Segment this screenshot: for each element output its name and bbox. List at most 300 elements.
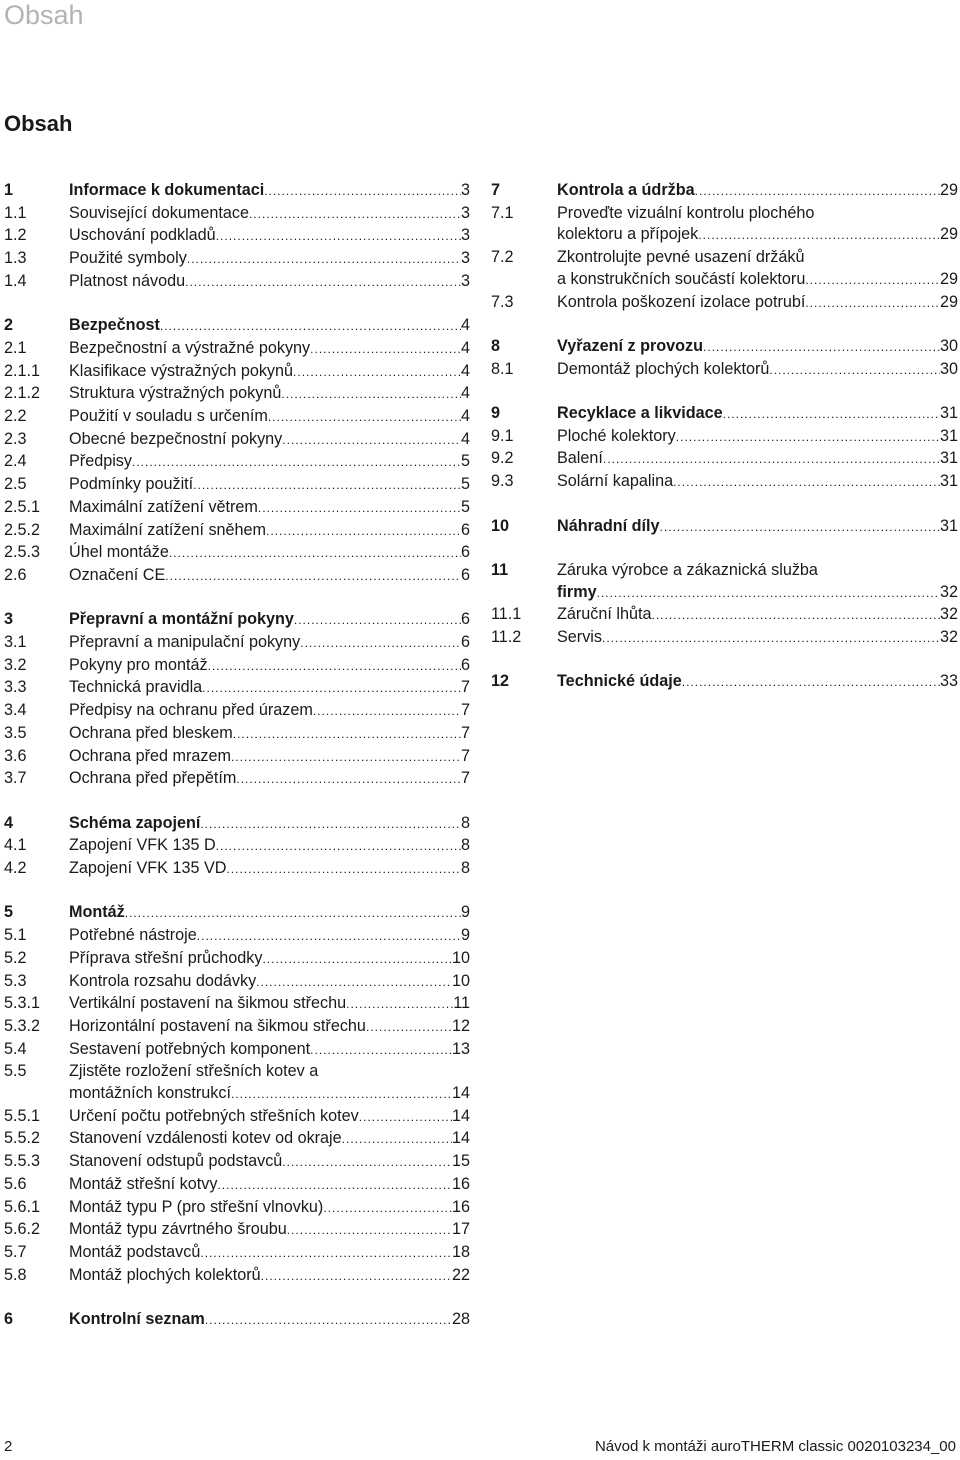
toc-entry[interactable] — [4, 1197, 470, 1220]
toc-entry-title: Kontrola poškození izolace potrubí — [557, 292, 806, 311]
toc-entry[interactable] — [4, 361, 470, 384]
toc-entry-title: firmy — [557, 582, 597, 601]
dot-leader — [366, 1017, 452, 1039]
toc-entry-body — [69, 993, 470, 1016]
toc-entry-number: 5.3.1 — [4, 994, 41, 1013]
toc-entry-body — [69, 835, 470, 858]
toc-section — [4, 813, 470, 881]
toc-entry-body — [69, 1309, 470, 1332]
dot-leader — [132, 452, 461, 474]
toc-entry-body — [69, 520, 470, 543]
toc-entry-page: 3 — [460, 249, 470, 268]
toc-entry-body — [557, 516, 958, 539]
toc-chapter-entry[interactable] — [491, 180, 958, 203]
dot-leader — [249, 204, 461, 226]
toc-entry-body — [557, 671, 958, 694]
toc-chapter-entry[interactable] — [491, 336, 958, 359]
toc-entry-body — [69, 451, 470, 474]
toc-entry-continuation — [557, 582, 958, 605]
toc-entry[interactable] — [4, 542, 470, 565]
dot-leader — [673, 472, 940, 494]
toc-entry-body — [557, 247, 958, 291]
toc-entry-number: 2.5.1 — [4, 497, 41, 516]
toc-chapter-entry[interactable] — [4, 813, 470, 836]
toc-entry-title: Montáž typu závrtného šroubu — [69, 1220, 287, 1239]
toc-entry-page: 31 — [939, 404, 958, 422]
toc-entry-number: 3 — [4, 610, 14, 629]
toc-entry-number: 3.6 — [4, 746, 27, 765]
toc-entry-title: Montáž — [69, 903, 125, 922]
toc-entry-number: 5.8 — [4, 1265, 27, 1284]
toc-entry-page: 12 — [451, 1016, 470, 1035]
toc-entry-body — [69, 902, 470, 925]
dot-leader — [282, 1152, 452, 1174]
toc-entry-title: Balení — [557, 449, 603, 468]
dot-leader — [262, 949, 452, 971]
toc-entry-title: Platnost návodu — [69, 271, 186, 290]
toc-entry-page: 4 — [460, 407, 470, 426]
toc-entry-title: Maximální zatížení sněhem — [69, 520, 267, 539]
toc-entry-title: montážních konstrukcí — [69, 1084, 231, 1103]
dot-leader — [193, 475, 461, 497]
toc-entry-page: 31 — [939, 516, 958, 535]
toc-entry[interactable] — [4, 520, 470, 543]
dot-leader — [200, 1243, 452, 1265]
toc-entry-body — [69, 1242, 470, 1265]
toc-entry-title: Použití v souladu s určením — [69, 407, 268, 426]
toc-entry-page: 16 — [451, 1174, 470, 1193]
toc-entry-page: 4 — [460, 338, 470, 357]
toc-section — [4, 1309, 470, 1332]
toc-right-column — [491, 180, 958, 716]
toc-entry-title: Maximální zatížení větrem — [69, 497, 258, 516]
dot-leader — [216, 836, 461, 858]
toc-entry-title: Montáž podstavců — [69, 1242, 201, 1261]
toc-entry-body — [69, 768, 470, 791]
dot-leader — [282, 430, 461, 452]
toc-entry-title: Potřebné nástroje — [69, 926, 197, 945]
toc-entry-number: 2 — [4, 316, 14, 335]
dot-leader — [323, 1198, 452, 1220]
toc-entry-number: 5.7 — [4, 1242, 27, 1261]
dot-leader — [281, 384, 461, 406]
dot-leader — [310, 1040, 452, 1062]
dot-leader — [264, 181, 461, 203]
toc-entry[interactable] — [4, 1174, 470, 1197]
toc-chapter-entry[interactable] — [491, 403, 958, 426]
toc-entry-title: Ochrana před mrazem — [69, 746, 231, 765]
toc-entry-title: Montáž typu P (pro střešní vlnovku) — [69, 1197, 324, 1216]
toc-entry-page: 4 — [460, 361, 470, 380]
toc-entry-body — [69, 225, 470, 248]
dot-leader — [805, 270, 940, 292]
toc-entry-body — [69, 497, 470, 520]
toc-entry-body — [69, 971, 470, 994]
toc-entry-page: 31 — [939, 472, 958, 491]
toc-chapter-entry[interactable] — [4, 902, 470, 925]
toc-entry-body — [69, 271, 470, 294]
toc-entry-body — [69, 1016, 470, 1039]
toc-chapter-entry[interactable] — [491, 560, 958, 604]
toc-entry[interactable] — [4, 925, 470, 948]
toc-entry-number: 2.5.2 — [4, 520, 41, 539]
toc-entry-number: 1 — [4, 181, 14, 199]
toc-entry-number: 7.2 — [491, 248, 514, 267]
dot-leader — [597, 583, 940, 605]
toc-entry-number: 12 — [491, 672, 510, 691]
toc-entry-body — [557, 604, 958, 627]
toc-entry-number: 5.5.1 — [4, 1106, 41, 1125]
toc-entry-page: 6 — [460, 610, 470, 629]
toc-entry-title: Příprava střešní průchodky — [69, 948, 263, 967]
toc-entry[interactable] — [4, 700, 470, 723]
toc-entry-number: 5.6.2 — [4, 1220, 41, 1239]
toc-section — [491, 560, 958, 650]
dot-leader — [200, 814, 461, 836]
toc-entry-number: 5.4 — [4, 1039, 27, 1058]
toc-entry-body — [69, 677, 470, 700]
toc-entry[interactable] — [4, 746, 470, 769]
toc-entry-body — [557, 560, 958, 604]
toc-entry[interactable] — [4, 768, 470, 791]
toc-entry-body — [557, 203, 958, 247]
dot-leader — [258, 498, 461, 520]
toc-entry-number: 9.3 — [491, 472, 514, 491]
toc-entry-title: kolektoru a přípojek — [557, 225, 699, 244]
toc-entry[interactable] — [4, 655, 470, 678]
dot-leader — [300, 633, 461, 655]
toc-entry[interactable] — [491, 247, 958, 291]
dot-leader — [268, 407, 461, 429]
toc-entry-body — [69, 1265, 470, 1288]
toc-entry-body — [69, 813, 470, 836]
toc-entry-page: 30 — [939, 336, 958, 355]
dot-leader — [261, 1266, 452, 1288]
toc-chapter-entry[interactable] — [4, 180, 470, 203]
dot-leader — [231, 1084, 452, 1106]
toc-entry-number: 1.3 — [4, 249, 27, 268]
toc-entry-number: 5.5.2 — [4, 1129, 41, 1148]
toc-entry[interactable] — [4, 406, 470, 429]
toc-entry-number: 5.5 — [4, 1062, 27, 1081]
toc-entry-title: a konstrukčních součástí kolektoru — [557, 269, 806, 288]
toc-entry-page: 32 — [939, 628, 958, 646]
toc-entry[interactable] — [4, 451, 470, 474]
toc-entry[interactable] — [4, 632, 470, 655]
dot-leader — [313, 701, 461, 723]
dot-leader — [226, 859, 461, 881]
toc-entry[interactable] — [491, 448, 958, 471]
toc-section — [491, 336, 958, 381]
toc-entry[interactable] — [491, 203, 958, 247]
toc-entry[interactable] — [4, 338, 470, 361]
toc-entry-number: 5.3.2 — [4, 1016, 41, 1035]
toc-entry[interactable] — [4, 1106, 470, 1129]
toc-chapter-entry[interactable] — [491, 671, 958, 694]
toc-entry-number: 5.2 — [4, 948, 27, 967]
toc-entry-body — [557, 292, 958, 315]
toc-chapter-entry[interactable] — [4, 1309, 470, 1332]
toc-entry-body — [69, 700, 470, 723]
toc-chapter-entry[interactable] — [4, 315, 470, 338]
toc-left-column — [4, 180, 470, 1353]
toc-entry[interactable] — [4, 1039, 470, 1062]
toc-entry[interactable] — [491, 359, 958, 382]
toc-section — [4, 902, 470, 1287]
toc-entry[interactable] — [4, 677, 470, 700]
toc-entry[interactable] — [4, 1151, 470, 1174]
toc-entry-body — [557, 448, 958, 471]
toc-entry-number: 3.3 — [4, 678, 27, 697]
toc-entry-title: Klasifikace výstražných pokynů — [69, 361, 294, 380]
dot-leader — [185, 272, 461, 294]
dot-leader — [293, 362, 461, 384]
toc-entry-title: Kontrola rozsahu dodávky — [69, 971, 257, 990]
toc-entry-title: Stanovení vzdálenosti kotev od okraje — [69, 1129, 342, 1148]
dot-leader — [187, 249, 461, 271]
toc-entry-page: 6 — [460, 565, 470, 584]
toc-entry-title: Technické údaje — [557, 672, 682, 691]
toc-entry-title: Kontrola a údržba — [557, 181, 695, 199]
toc-entry-title: Označení CE — [69, 565, 166, 584]
toc-entry[interactable] — [4, 565, 470, 588]
toc-entry-title: Informace k dokumentaci — [69, 181, 265, 199]
toc-entry-page: 6 — [460, 520, 470, 539]
toc-entry-title: Demontáž plochých kolektorů — [557, 359, 770, 378]
dot-leader — [602, 628, 940, 650]
toc-entry-number: 2.3 — [4, 429, 27, 448]
toc-entry-number: 2.5 — [4, 475, 27, 494]
toc-entry-number: 7.1 — [491, 203, 514, 222]
toc-entry-number: 5.6.1 — [4, 1197, 41, 1216]
toc-entry-body — [557, 471, 958, 494]
toc-entry-number: 5.3 — [4, 971, 27, 990]
toc-entry[interactable] — [4, 1242, 470, 1265]
toc-entry-title: Vertikální postavení na šikmou střechu — [69, 994, 347, 1013]
toc-entry[interactable] — [4, 1061, 470, 1105]
toc-entry[interactable] — [491, 627, 958, 650]
toc-entry-page: 14 — [451, 1106, 470, 1125]
toc-entry-page: 14 — [451, 1084, 470, 1103]
toc-entry[interactable] — [4, 858, 470, 881]
toc-entry-title: Kontrolní seznam — [69, 1310, 205, 1329]
toc-entry-page: 8 — [460, 859, 470, 878]
dot-leader — [160, 316, 461, 338]
toc-entry-page: 14 — [451, 1129, 470, 1148]
toc-entry[interactable] — [491, 471, 958, 494]
toc-entry-page: 3 — [460, 226, 470, 245]
toc-entry-body — [69, 1039, 470, 1062]
toc-chapter-entry[interactable] — [4, 609, 470, 632]
toc-entry[interactable] — [4, 383, 470, 406]
toc-entry-title: Bezpečnostní a výstražné pokyny — [69, 338, 311, 357]
toc-entry-title: Úhel montáže — [69, 543, 169, 562]
dot-leader — [342, 1129, 452, 1151]
toc-entry[interactable] — [4, 971, 470, 994]
toc-entry-number: 2.4 — [4, 452, 27, 471]
toc-entry-body — [69, 338, 470, 361]
toc-entry-number: 3.1 — [4, 633, 27, 652]
toc-entry-page: 17 — [451, 1220, 470, 1239]
toc-entry-body — [69, 1197, 470, 1220]
toc-entry-body — [69, 609, 470, 632]
toc-entry-title: Ochrana před bleskem — [69, 723, 233, 742]
toc-entry-page: 9 — [460, 926, 470, 945]
toc-entry-title: Záruka výrobce a zákaznická služba — [557, 560, 818, 579]
toc-entry-body — [69, 1151, 470, 1174]
toc-entry-number: 1.2 — [4, 226, 27, 245]
toc-entry-body — [69, 1106, 470, 1129]
toc-entry[interactable] — [491, 426, 958, 449]
toc-entry-number: 8 — [491, 336, 501, 355]
toc-entry-title: Sestavení potřebných komponent — [69, 1039, 311, 1058]
toc-entry-continuation — [557, 224, 958, 247]
dot-leader — [233, 724, 461, 746]
toc-entry-number: 2.5.3 — [4, 543, 41, 562]
toc-entry-number: 10 — [491, 516, 510, 535]
toc-entry-title: Uschování podkladů — [69, 226, 216, 245]
toc-entry-number: 4.1 — [4, 836, 27, 855]
dot-leader — [676, 427, 940, 449]
dot-leader — [660, 517, 940, 539]
toc-entry-title: Záruční lhůta — [557, 605, 652, 624]
toc-entry-page: 7 — [460, 723, 470, 742]
toc-entry-body — [69, 180, 470, 203]
toc-entry-page: 5 — [460, 497, 470, 516]
toc-entry-number: 3.5 — [4, 723, 27, 742]
toc-entry[interactable] — [4, 948, 470, 971]
toc-entry-title: Ochrana před přepětím — [69, 769, 237, 788]
toc-entry-title: Obecné bezpečnostní pokyny — [69, 429, 283, 448]
dot-leader — [216, 226, 461, 248]
toc-entry-number: 9.2 — [491, 449, 514, 468]
toc-entry-page: 15 — [451, 1152, 470, 1171]
toc-entry[interactable] — [4, 474, 470, 497]
toc-entry-number: 3.4 — [4, 701, 27, 720]
toc-entry-number: 5.6 — [4, 1174, 27, 1193]
toc-entry-body — [557, 336, 958, 359]
dot-leader — [231, 747, 461, 769]
toc-entry-number: 7.3 — [491, 292, 514, 311]
toc-entry[interactable] — [491, 292, 958, 315]
toc-entry-body — [69, 655, 470, 678]
footer-page-number: 2 — [4, 1438, 13, 1455]
toc-entry-body — [69, 925, 470, 948]
toc-entry-body — [69, 429, 470, 452]
toc-entry-title: Horizontální postavení na šikmou střechu — [69, 1016, 366, 1035]
toc-section — [4, 609, 470, 791]
toc-entry-title: Proveďte vizuální kontrolu plochého — [557, 203, 815, 222]
toc-entry-body — [69, 858, 470, 881]
toc-entry-page: 11 — [453, 994, 470, 1013]
toc-entry-page: 22 — [451, 1265, 470, 1284]
toc-entry[interactable] — [491, 604, 958, 627]
toc-entry-page: 18 — [451, 1242, 470, 1261]
toc-entry-page: 5 — [460, 475, 470, 494]
toc-entry-number: 9.1 — [491, 426, 514, 445]
toc-entry-page: 10 — [451, 948, 470, 967]
toc-entry[interactable] — [4, 1128, 470, 1151]
toc-entry[interactable] — [4, 497, 470, 520]
toc-section — [491, 180, 958, 314]
toc-entry-page: 6 — [460, 655, 470, 674]
dot-leader — [310, 339, 461, 361]
toc-entry[interactable] — [4, 429, 470, 452]
toc-entry-title: Pokyny pro montáž — [69, 655, 208, 674]
toc-entry[interactable] — [4, 993, 470, 1016]
toc-entry-number: 2.6 — [4, 565, 27, 584]
toc-entry-page: 31 — [939, 449, 958, 468]
dot-leader — [651, 605, 940, 627]
toc-entry-page: 16 — [451, 1197, 470, 1216]
toc-entry-title: Ploché kolektory — [557, 426, 676, 445]
dot-leader — [805, 293, 940, 315]
toc-entry-body — [557, 180, 958, 203]
dot-leader — [287, 1220, 452, 1242]
dot-leader — [165, 566, 461, 588]
toc-entry-body — [69, 315, 470, 338]
toc-entry-title: Schéma zapojení — [69, 813, 201, 832]
toc-section — [491, 403, 958, 494]
toc-entry-page: 6 — [460, 633, 470, 652]
toc-entry[interactable] — [4, 1219, 470, 1242]
toc-entry[interactable] — [4, 203, 470, 226]
dot-leader — [723, 404, 940, 426]
toc-entry[interactable] — [4, 1265, 470, 1288]
toc-entry[interactable] — [4, 835, 470, 858]
dot-leader — [169, 543, 461, 565]
toc-entry-title: Zapojení VFK 135 D — [69, 836, 216, 855]
toc-entry[interactable] — [4, 248, 470, 271]
dot-leader — [682, 672, 940, 694]
dot-leader — [359, 1107, 452, 1129]
toc-entry[interactable] — [4, 271, 470, 294]
toc-entry-page: 3 — [460, 203, 470, 222]
toc-entry-body — [69, 1219, 470, 1242]
toc-entry-page: 32 — [939, 582, 958, 601]
toc-entry-page: 7 — [460, 678, 470, 697]
toc-entry[interactable] — [4, 723, 470, 746]
dot-leader — [769, 360, 940, 382]
toc-entry-title: Montáž plochých kolektorů — [69, 1265, 261, 1284]
toc-entry-body — [69, 723, 470, 746]
dot-leader — [603, 449, 940, 471]
toc-entry-page: 8 — [460, 813, 470, 832]
toc-entry-title: Stanovení odstupů podstavců — [69, 1152, 283, 1171]
toc-entry-body — [69, 474, 470, 497]
toc-entry-page: 29 — [939, 292, 958, 311]
toc-entry-title: Přepravní a manipulační pokyny — [69, 633, 301, 652]
toc-entry-page: 10 — [451, 971, 470, 990]
toc-entry[interactable] — [4, 1016, 470, 1039]
toc-entry-continuation — [557, 269, 958, 292]
toc-entry-page: 30 — [939, 359, 958, 378]
toc-chapter-entry[interactable] — [491, 516, 958, 539]
toc-entry-body — [557, 426, 958, 449]
toc-entry-number: 8.1 — [491, 359, 514, 378]
toc-entry-body — [69, 1061, 470, 1105]
toc-entry-page: 31 — [939, 426, 958, 445]
toc-entry-page: 28 — [451, 1310, 470, 1329]
page-title: Obsah — [4, 111, 73, 136]
toc-entry-title: Technická pravidla — [69, 678, 203, 697]
toc-entry[interactable] — [4, 225, 470, 248]
toc-entry-page: 4 — [460, 429, 470, 448]
toc-entry-number: 5.1 — [4, 926, 27, 945]
toc-entry-page: 3 — [460, 181, 470, 199]
toc-entry-title: Zapojení VFK 135 VD — [69, 859, 227, 878]
toc-entry-number: 5 — [4, 903, 14, 922]
